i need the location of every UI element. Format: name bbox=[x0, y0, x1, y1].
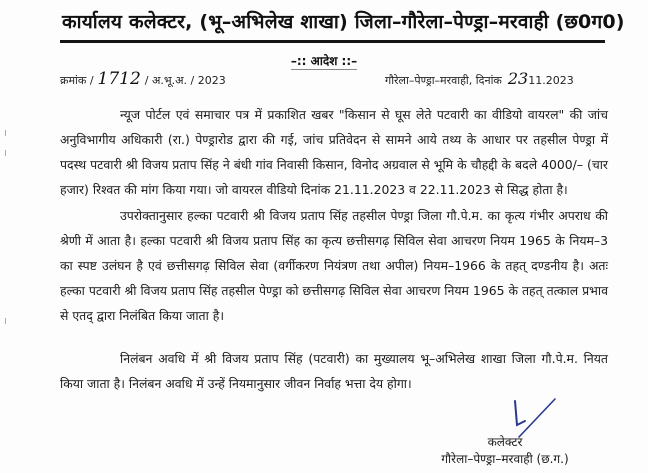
margin-mark bbox=[5, 318, 6, 324]
reference-number bbox=[60, 69, 226, 89]
place-and-date bbox=[385, 69, 574, 88]
paragraph-2 bbox=[60, 203, 608, 328]
order-heading bbox=[0, 52, 648, 69]
paragraph-3-text: निलंबन अवधि में श्री विजय प्रताप सिंह (पटवारी) का मुख्यालय भू–अभिलेख शाखा जिला गौ.पे.म. नियत किया जाता है। निलंबन अवधि में उन्हें नियमानुसार जीवन निर्वाह भत्ता देय होगा। bbox=[60, 351, 608, 391]
paragraph-3 bbox=[60, 346, 608, 396]
order-heading-text: –:: आदेश ::– bbox=[290, 54, 358, 68]
margin-mark bbox=[5, 130, 6, 136]
signatory-designation: कलेक्टर bbox=[487, 435, 523, 449]
header-divider bbox=[60, 40, 605, 43]
date-month-year: 11.2023 bbox=[528, 74, 574, 87]
signature-block bbox=[420, 434, 590, 468]
signatory-district: गौरेला–पेण्ड्रा–मरवाही (छ.ग.) bbox=[441, 452, 569, 466]
reference-suffix: / अ.भू.अ. / 2023 bbox=[144, 74, 226, 87]
reference-prefix: क्रमांक / bbox=[60, 74, 94, 87]
place-label: गौरेला–पेण्ड्रा–मरवाही, दिनांक bbox=[385, 74, 502, 87]
office-header-title: कार्यालय कलेक्टर, (भू–अभिलेख शाखा) जिला–गौरेला–पेण्ड्रा–मरवाही (छ0ग0) bbox=[62, 11, 625, 33]
date-day-handwritten: 23 bbox=[507, 69, 529, 88]
margin-mark bbox=[5, 150, 6, 156]
paragraph-1-text: न्यूज पोर्टल एवं समाचार पत्र में प्रकाशित खबर "किसान से घूस लेते पटवारी का वीडियो वायरल" की जांच अनुविभागीय अधिकारी (रा.) पेण्ड्रारोड द्वारा की गई, जांच प्रतिवेदन से सामने आये तथ्य के आधार पर तहसील पेण्ड्रा में पदस्थ पटवारी श्री विजय प्रताप सिंह ने बंधी गांव निवासी किसान, विनोद अग्रवाल से भूमि के चौहद्दी के बदले 4000/– (चार हजार) रिश्वत की मांग किया गया। जो वायरल वीडियो दिनांक 21.11.2023 व 22.11.2023 से सिद्ध होता है। bbox=[60, 107, 608, 197]
reference-number-handwritten: 1712 bbox=[97, 69, 141, 89]
paragraph-1 bbox=[60, 102, 608, 202]
paragraph-2-text: उपरोक्तानुसार हल्का पटवारी श्री विजय प्रताप सिंह तहसील पेण्ड्रा जिला गौ.पे.म. का कृत्य गंभीर अपराध की श्रेणी में आता है। हल्का पटवारी श्री विजय प्रताप सिंह का कृत्य छत्तीसगढ़ सिविल सेवा आचरण नियम 1965 के नियम–3 का स्पष्ट उलंघन है एवं छत्तीसगढ़ सिविल सेवा (वर्गीकरण नियंत्रण तथा अपील) नियम–1966 के तहत् दण्डनीय है। अतः हल्का पटवारी श्री विजय प्रताप सिंह तहसील पेण्ड्रा को छत्तीसगढ़ सिविल सेवा आचरण नियम 1965 के तहत् तत्काल प्रभाव से एतद् द्वारा निलंबित किया जाता है। bbox=[60, 208, 608, 323]
